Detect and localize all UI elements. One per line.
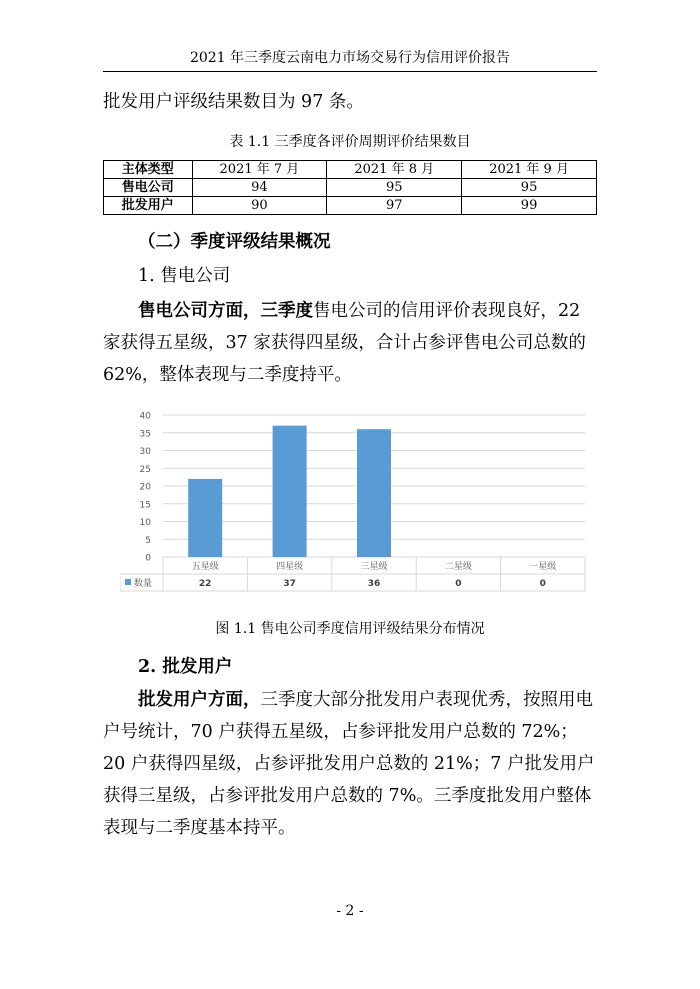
table-header-cell: 主体类型: [104, 161, 193, 179]
header-rule: [103, 71, 597, 72]
subsection-heading-1: 1. 售电公司: [138, 266, 231, 286]
page-header: 2021 年三季度云南电力市场交易行为信用评价报告: [189, 50, 511, 66]
y-tick-label: 20: [139, 482, 151, 493]
chart: [120, 403, 590, 593]
legend-swatch: [125, 579, 131, 585]
bar: [273, 426, 307, 557]
table-cell: 售电公司: [104, 179, 193, 197]
y-tick-label: 35: [139, 429, 151, 440]
y-tick-label: 40: [139, 411, 151, 422]
legend-label: 数量: [134, 579, 153, 589]
intro-text: 批发用户评级结果数目为 97 条。: [103, 92, 364, 112]
y-tick-label: 25: [139, 464, 151, 475]
table-header-cell: 2021 年 9 月: [462, 161, 597, 179]
table-header-cell: 2021 年 7 月: [192, 161, 327, 179]
y-tick-label: 0: [145, 553, 151, 564]
table-row: [104, 179, 597, 197]
y-tick-label: 10: [139, 518, 151, 528]
results-table: [103, 160, 597, 215]
category-label: 一星级: [529, 562, 557, 572]
table-cell: 94: [192, 179, 327, 197]
subsection-heading-2: 2. 批发用户: [138, 657, 233, 677]
table-cell: 95: [327, 179, 462, 197]
wholesale-lead: 批发用户方面，: [138, 690, 261, 710]
page-number: - 2 -: [336, 903, 364, 919]
y-tick-label: 5: [145, 535, 151, 546]
retail-body: 售电公司的信用评价表现良好，22 家获得五星级，37 家获得四星级，合计占参评售电公司总数的 62%，整体表现与二季度持平。: [103, 301, 586, 385]
category-label: 二星级: [444, 562, 472, 572]
bar: [357, 429, 391, 557]
wholesale-body: 三季度大部分批发用户表现优秀，按照用电户号统计，70 户获得五星级，占参评批发用户总数的 72%；20 户获得四星级，占参评批发用户总数的 21%；7 户批发用户获得三星级，占参评批发用户总数的 7%。三季度批发用户整体表现与二季度基本持平。: [103, 690, 595, 838]
table-row: [104, 197, 597, 215]
bar-chart: [120, 403, 590, 593]
table-header-cell: 2021 年 8 月: [327, 161, 462, 179]
data-label: 37: [283, 579, 296, 589]
y-tick-label: 15: [139, 500, 151, 511]
data-label: 22: [198, 579, 212, 589]
y-tick-label: 30: [139, 447, 151, 457]
category-label: 三星级: [360, 562, 388, 572]
table-cell: 95: [462, 179, 597, 197]
category-label: 四星级: [276, 562, 304, 572]
table-cell: 批发用户: [104, 197, 193, 215]
data-label: 0: [455, 579, 462, 589]
table-cell: 90: [192, 197, 327, 215]
table-caption: 表 1.1 三季度各评价周期评价结果数目: [229, 134, 471, 150]
section-heading: （二）季度评级结果概况: [138, 232, 331, 252]
data-label: 36: [367, 579, 381, 589]
table-cell: 97: [327, 197, 462, 215]
retail-lead: 售电公司方面，三季度: [138, 301, 313, 321]
figure-caption: 图 1.1 售电公司季度信用评级结果分布情况: [215, 621, 485, 637]
table-header-row: [104, 161, 597, 179]
bar: [188, 479, 222, 557]
wholesale-paragraph: [103, 684, 597, 844]
retail-paragraph: [103, 295, 597, 391]
data-label: 0: [539, 579, 546, 589]
table-cell: 99: [462, 197, 597, 215]
category-label: 五星级: [191, 562, 219, 572]
